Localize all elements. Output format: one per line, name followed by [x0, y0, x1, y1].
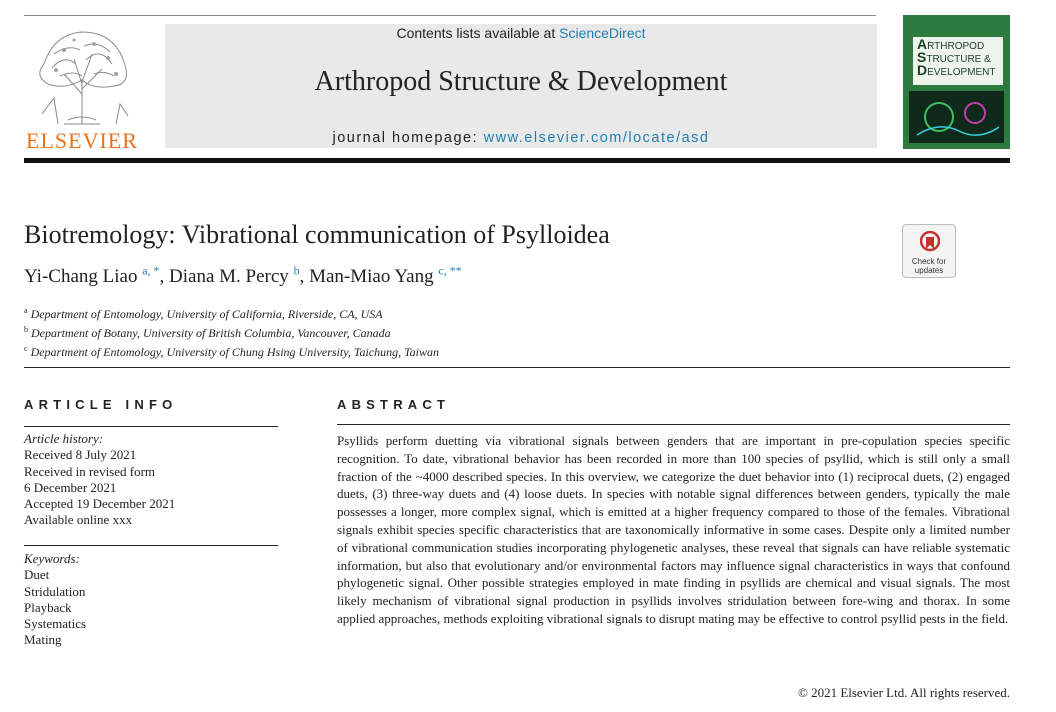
cover-line-2: TRUCTURE &: [926, 54, 991, 65]
cover-title: [917, 36, 1007, 78]
history-label: Article history:: [24, 431, 104, 446]
article-title: Biotremology: Vibrational communication of Psylloidea: [24, 220, 610, 249]
check-for-updates-button[interactable]: [902, 224, 956, 278]
sciencedirect-link[interactable]: ScienceDirect: [559, 25, 646, 41]
keyword-item[interactable]: Duet: [24, 567, 50, 583]
check-label-line-1: Check for: [911, 257, 947, 266]
article-info-rule: [24, 426, 278, 427]
elsevier-wordmark: ELSEVIER: [26, 128, 138, 153]
cover-line-1: RTHROPOD: [927, 41, 985, 52]
elsevier-logo[interactable]: [24, 24, 140, 152]
author-name[interactable]: Diana M. Percy: [169, 266, 289, 287]
abstract-rule: [337, 424, 1010, 425]
journal-homepage-line: [165, 130, 877, 146]
affiliation-mark: b: [24, 325, 28, 334]
elsevier-tree-icon: [24, 24, 140, 128]
bookmark-icon: [920, 231, 940, 253]
cover-cap-d: D: [917, 62, 928, 78]
cover-cap-a: A: [917, 36, 928, 52]
affiliation-mark: a: [24, 306, 28, 315]
affiliation-item: [24, 322, 439, 341]
author-affil-mark[interactable]: c, **: [438, 263, 462, 278]
cover-cap-s: S: [917, 49, 927, 65]
check-label-line-2: updates: [914, 266, 944, 275]
journal-cover-thumbnail[interactable]: [903, 15, 1010, 149]
article-history: [24, 431, 175, 529]
check-for-updates-label: [903, 257, 955, 275]
affiliation-item: [24, 303, 439, 322]
contents-prefix: Contents lists available at: [396, 25, 560, 41]
header-top-rule: [24, 15, 876, 16]
section-divider: [24, 367, 1010, 368]
keyword-item[interactable]: Stridulation: [24, 583, 86, 599]
history-item: Accepted 19 December 2021: [24, 496, 176, 512]
cover-line-3: EVELOPMENT: [927, 67, 996, 78]
abstract-text: Psyllids perform duetting via vibrational signals between genders that are important in pre-copulation species specific recognition. To date, vibrational behavior has been recorded in more than 100 species of psyllid, which is still only a small fraction of the ~4000 described species. In this overview, we categorize the duet behavior into (1) reciprocal duets, (2) engaged duets, (3) three-way duets and (4) loose duets. In species with notable signal differences between genders, typically the male possesses a longer, more complex signal, which is emitted at a higher frequency compared to those of the females. Vibrational signals exhibit species specific characteristics that are taxonomically informative in some cases. Despite only a limited number of vibrational communication studies incorporating phylogenetic analyses, these reveal that signals can have reliable systematic information, but also that evolutionary and/or environmental factors may influence signal characteristics in ways that confound phylogenetic signal. Other possible strategies employed in mate finding in psyllids are chemical and visual signals. The most likely mechanism of vibrational signal production in psyllids involves stridulation between fore-wing and thorax. In some applied approaches, methods exploiting vibrational signals to disrupt mating may be effective to control psyllid pests in the field.: [337, 433, 1010, 626]
history-item: Available online xxx: [24, 512, 133, 528]
article-info-heading: ARTICLE INFO: [24, 397, 178, 412]
author-list: Yi-Chang Liao $^{a, *}$, Diana M. Percy $^b$, Man-Miao Yang $^{c, **}$: [24, 263, 462, 287]
journal-homepage-link[interactable]: www.elsevier.com/locate/asd: [483, 130, 710, 146]
copyright-notice: © 2021 Elsevier Ltd. All rights reserved.: [797, 685, 1010, 700]
history-item: 6 December 2021: [24, 479, 117, 495]
affiliation-text: Department of Botany, University of British Columbia, Vancouver, Canada: [31, 326, 391, 340]
homepage-prefix: journal homepage:: [332, 130, 484, 146]
author-name[interactable]: Man-Miao Yang: [309, 266, 434, 287]
journal-title: Arthropod Structure & Development: [314, 66, 728, 97]
affiliation-item: [24, 341, 439, 360]
keywords-rule: [24, 545, 278, 546]
keyword-item[interactable]: Playback: [24, 599, 72, 615]
keywords-list: [24, 551, 86, 649]
history-item: Received 8 July 2021: [24, 447, 137, 463]
abstract-heading: ABSTRACT: [337, 397, 451, 412]
keywords-label: Keywords:: [24, 551, 80, 566]
cover-image: [909, 91, 1004, 143]
affiliation-mark: c: [24, 344, 28, 353]
affiliation-text: Department of Entomology, University of California, Riverside, CA, USA: [30, 307, 383, 321]
cover-micrograph-icon: [909, 91, 1004, 143]
keyword-item[interactable]: Mating: [24, 632, 62, 648]
contents-line: [165, 25, 877, 41]
author-name[interactable]: Yi-Chang Liao: [24, 266, 138, 287]
history-item: Received in revised form: [24, 463, 156, 479]
header-bottom-rule: [24, 158, 1010, 163]
author-affil-mark[interactable]: b: [293, 263, 300, 278]
affiliation-list: [24, 303, 439, 360]
affiliation-text: Department of Entomology, University of Chung Hsing University, Taichung, Taiwan: [30, 345, 440, 359]
keyword-item[interactable]: Systematics: [24, 616, 87, 632]
author-affil-mark[interactable]: a, *: [142, 263, 160, 278]
